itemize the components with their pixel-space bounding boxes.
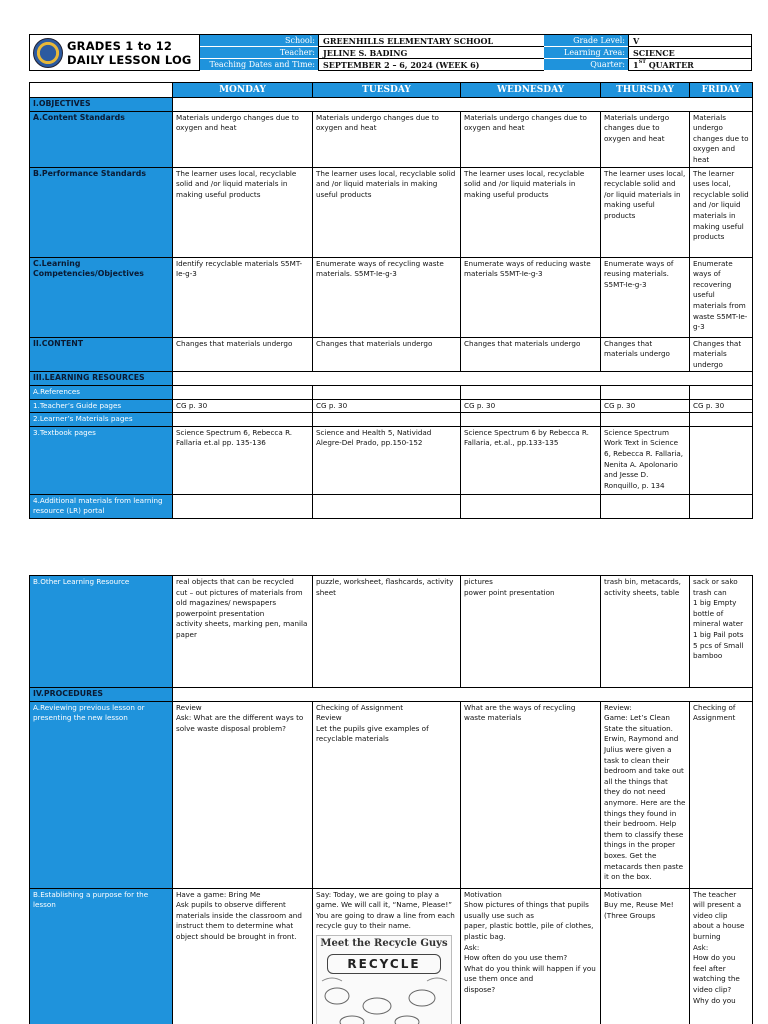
- day-header-friday: FRIDAY: [690, 83, 753, 98]
- cell-with-image: [313, 888, 461, 1024]
- cell: Materials undergo changes due to oxygen and heat: [690, 111, 753, 167]
- title-line-1: GRADES 1 to 12: [67, 38, 173, 53]
- cell-text: Say: Today, we are going to play a game. We will call it, “Name, Please!” You are going to draw a line from each recycle guy to their name.: [316, 889, 455, 931]
- objectives-row: [30, 98, 753, 112]
- label-competencies: C.Learning Competencies/Objectives: [30, 257, 173, 337]
- cell: Materials undergo changes due to oxygen and heat: [601, 111, 690, 167]
- title-line-2: DAILY LESSON LOG: [67, 52, 192, 67]
- label-other-resources: B.Other Learning Resource: [30, 576, 173, 688]
- cell: Science Spectrum 6 by Rebecca R. Fallaria, et.al., pp.133-135: [461, 426, 601, 494]
- cell: Materials undergo changes due to oxygen and heat: [461, 111, 601, 167]
- references-row: [30, 385, 753, 399]
- label-content-standards: A.Content Standards: [30, 111, 173, 167]
- lesson-table-part-1: [29, 82, 753, 519]
- cell: puzzle, worksheet, flashcards, activity sheet: [313, 576, 461, 688]
- cell: sack or sako trash can 1 big Empty bottle of mineral water 1 big Pail pots 5 pcs of Small bamboo: [690, 576, 753, 688]
- procedures-row: [30, 688, 753, 702]
- day-header-wednesday: WEDNESDAY: [461, 83, 601, 98]
- label-tg-pages: 1.Teacher’s Guide pages: [30, 399, 173, 413]
- cell: real objects that can be recycled cut – out pictures of materials from old magazines/ newspapers powerpoint presentation activity sheets, marking pen, manila paper: [173, 576, 313, 688]
- section-objectives: I.OBJECTIVES: [30, 98, 173, 112]
- learning-area-label: Learning Area:: [544, 47, 628, 59]
- cell: Changes that materials undergo: [173, 337, 313, 372]
- label-lm-pages: 2.Learner’s Materials pages: [30, 413, 173, 427]
- cell: trash bin, metacards, activity sheets, table: [601, 576, 690, 688]
- cell: Changes that materials undergo: [690, 337, 753, 372]
- teacher-value: JELINE S. BADING: [318, 47, 544, 59]
- recycle-guys-worksheet-image: [316, 935, 452, 1024]
- label-additional-materials: 4.Additional materials from learning resource (LR) portal: [30, 494, 173, 518]
- label-reviewing: A.Reviewing previous lesson or presenting the new lesson: [30, 701, 173, 888]
- label-textbook-pages: 3.Textbook pages: [30, 426, 173, 494]
- grade-value: V: [628, 35, 751, 47]
- cell: Science Spectrum Work Text in Science 6, Rebecca R. Fallaria, Nenita A. Apolonario and Jesse D. Ronquillo, p. 134: [601, 426, 690, 494]
- lm-pages-row: [30, 413, 753, 427]
- cell: Changes that materials undergo: [601, 337, 690, 372]
- deped-seal-icon: [33, 38, 63, 68]
- label-content: II.CONTENT: [30, 337, 173, 372]
- cell: Enumerate ways of recycling waste materials. S5MT-Ie-g-3: [313, 257, 461, 337]
- worksheet-word: RECYCLE: [327, 954, 441, 974]
- cell: Enumerate ways of reducing waste materials S5MT-Ie-g-3: [461, 257, 601, 337]
- additional-materials-row: [30, 494, 753, 518]
- cell: Motivation Show pictures of things that pupils usually use such as paper, plastic bottle, pile of clothes, plastic bag. Ask: How often do you use them? What do you think will happen if you use them once and dispose?: [461, 888, 601, 1024]
- cell: Enumerate ways of reusing materials. S5MT-Ie-g-3: [601, 257, 690, 337]
- label-references: A.References: [30, 385, 173, 399]
- quarter-value: 1ST QUARTER: [628, 59, 751, 71]
- dates-value: SEPTEMBER 2 – 6, 2024 (WEEK 6): [318, 59, 544, 71]
- cell: The learner uses local, recyclable solid and /or liquid materials in making useful products: [173, 167, 313, 257]
- content-standards-row: [30, 111, 753, 167]
- school-value: GREENHILLS ELEMENTARY SCHOOL: [318, 35, 544, 47]
- day-header-thursday: THURSDAY: [601, 83, 690, 98]
- cell: Checking of Assignment Review Let the pupils give examples of recyclable materials: [313, 701, 461, 888]
- reviewing-row: [30, 701, 753, 888]
- learning-resources-row: [30, 372, 753, 386]
- textbook-pages-row: [30, 426, 753, 494]
- dates-label: Teaching Dates and Time:: [200, 59, 318, 71]
- teacher-label: Teacher:: [200, 47, 318, 59]
- cell: The learner uses local, recyclable solid and /or liquid materials in making useful products: [601, 167, 690, 257]
- lesson-table-part-2: [29, 575, 753, 1024]
- cell: Motivation Buy me, Reuse Me! (Three Groups: [601, 888, 690, 1024]
- logo-area: [30, 35, 200, 70]
- cell: Identify recyclable materials S5MT-Ie-g-3: [173, 257, 313, 337]
- competencies-row: [30, 257, 753, 337]
- cell: Science and Health 5, Natividad Alegre-Del Prado, pp.150-152: [313, 426, 461, 494]
- cell: pictures power point presentation: [461, 576, 601, 688]
- label-performance-standards: B.Performance Standards: [30, 167, 173, 257]
- cell: Have a game: Bring Me Ask pupils to observe different materials inside the classroom and instruct them to determine what object should be brought in front.: [173, 888, 313, 1024]
- quarter-label: Quarter:: [544, 59, 628, 71]
- section-procedures: IV.PROCEDURES: [30, 688, 173, 702]
- cell: CG p. 30: [601, 399, 690, 413]
- cell: [690, 426, 753, 494]
- learning-area-value: SCIENCE: [628, 47, 751, 59]
- day-header-row: [30, 83, 753, 98]
- cell: The learner uses local, recyclable solid and /or liquid materials in making useful products: [690, 167, 753, 257]
- purpose-row: [30, 888, 753, 1024]
- cell: Changes that materials undergo: [313, 337, 461, 372]
- cell: Materials undergo changes due to oxygen and heat: [313, 111, 461, 167]
- cell: CG p. 30: [173, 399, 313, 413]
- cell: Science Spectrum 6, Rebecca R. Fallaria et.al pp. 135-136: [173, 426, 313, 494]
- day-header-monday: MONDAY: [173, 83, 313, 98]
- cell: The teacher will present a video clip about a house burning Ask: How do you feel after watching the video clip? Why do you: [690, 888, 753, 1024]
- school-label: School:: [200, 35, 318, 47]
- worksheet-title: Meet the Recycle Guys: [320, 937, 448, 949]
- cell: Review Ask: What are the different ways to solve waste disposal problem?: [173, 701, 313, 888]
- cell: CG p. 30: [461, 399, 601, 413]
- cell: CG p. 30: [690, 399, 753, 413]
- recycle-figures-icon: [317, 976, 451, 1024]
- cell: The learner uses local, recyclable solid and /or liquid materials in making useful products: [313, 167, 461, 257]
- content-row: [30, 337, 753, 372]
- day-header-tuesday: TUESDAY: [313, 83, 461, 98]
- tg-pages-row: [30, 399, 753, 413]
- cell: Checking of Assignment: [690, 701, 753, 888]
- lesson-log-header: [29, 34, 752, 71]
- section-learning-resources: III.LEARNING RESOURCES: [30, 372, 173, 386]
- grade-label: Grade Level:: [544, 35, 628, 47]
- cell: What are the ways of recycling waste materials: [461, 701, 601, 888]
- header-info-grid: [200, 35, 751, 70]
- cell: The learner uses local, recyclable solid and /or liquid materials in making useful products: [461, 167, 601, 257]
- cell: Enumerate ways of recovering useful materials from waste S5MT-Ie-g-3: [690, 257, 753, 337]
- other-resources-row: [30, 576, 753, 688]
- cell: CG p. 30: [313, 399, 461, 413]
- cell: Changes that materials undergo: [461, 337, 601, 372]
- label-purpose: B.Establishing a purpose for the lesson: [30, 888, 173, 1024]
- performance-standards-row: [30, 167, 753, 257]
- cell: Materials undergo changes due to oxygen and heat: [173, 111, 313, 167]
- cell: Review: Game: Let’s Clean State the situation. Erwin, Raymond and Julius were given a task to clean their bedroom and take out all the things that they do not need anymore. Here are the things they found in their bedroom. Help them to classify these things in the proper boxes. Get the metacards then paste it on the box.: [601, 701, 690, 888]
- corner-cell: [30, 83, 173, 98]
